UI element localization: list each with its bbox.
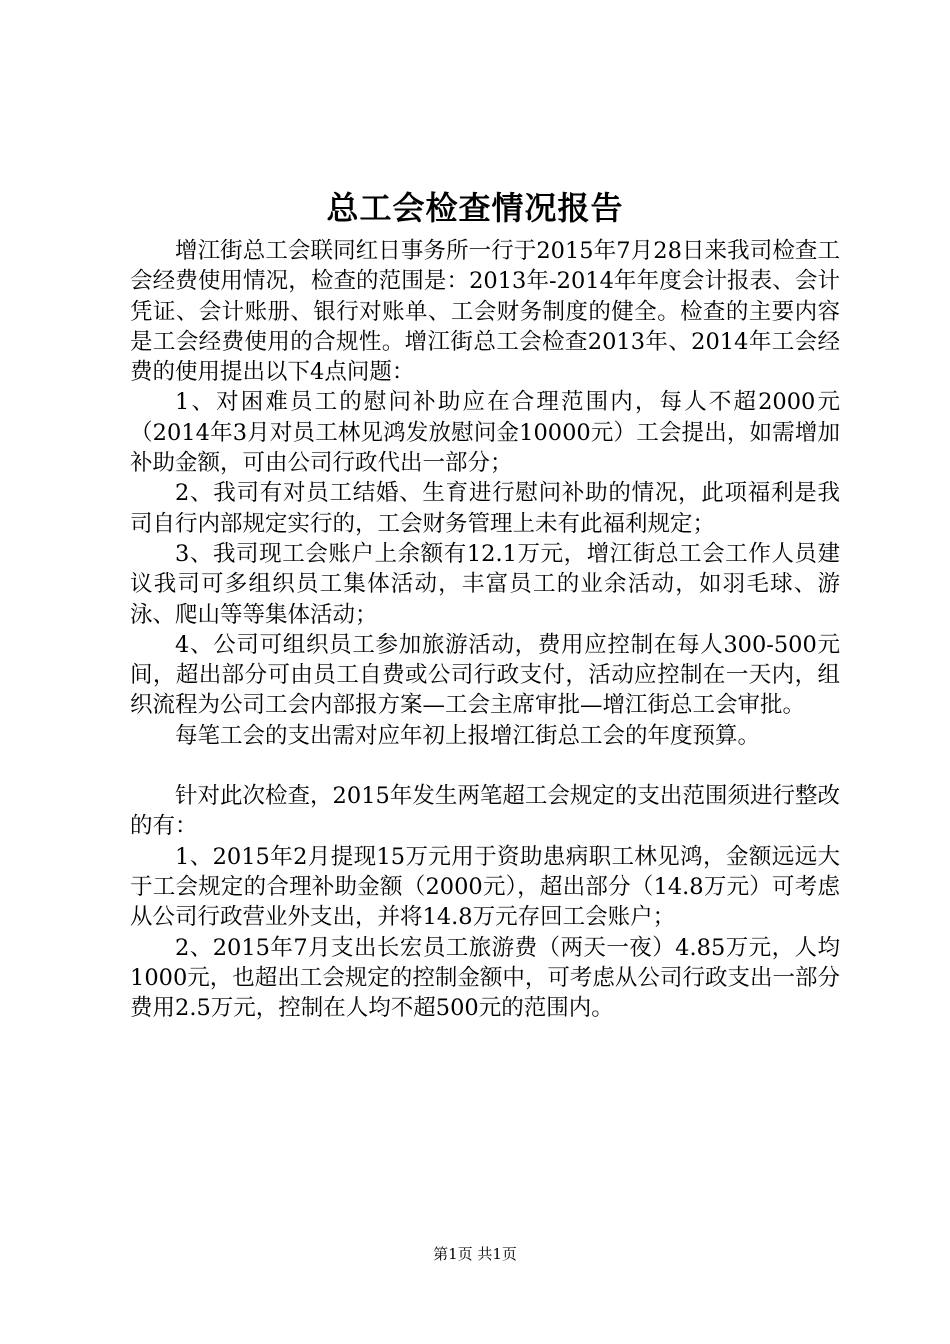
- paragraph-spacer: [130, 751, 840, 781]
- issue-3-paragraph: 3、我司现工会账户上余额有12.1万元，增江街总工会工作人员建议我司可多组织员工集体活动，丰富员工的业余活动，如羽毛球、游泳、爬山等等集体活动；: [130, 540, 840, 628]
- page-footer: 第1页 共1页: [433, 1245, 517, 1263]
- rectification-2-paragraph: 2、2015年7月支出长宏员工旅游费（两天一夜）4.85万元，人均1000元，也超出工会规定的控制金额中，可考虑从公司行政支出一部分费用2.5万元，控制在人均不超500元的范围内。: [130, 934, 840, 1022]
- intro-paragraph: 增江街总工会联同红日事务所一行于2015年7月28日来我司检查工会经费使用情况，检查的范围是：2013年-2014年年度会计报表、会计凭证、会计账册、银行对账单、工会财务制度的健全。检查的主要内容是工会经费使用的合规性。增江街总工会检查2013年、2014年工会经费的使用提出以下4点问题：: [130, 238, 840, 386]
- issue-4-paragraph: 4、公司可组织员工参加旅游活动，费用应控制在每人300-500元间，超出部分可由员工自费或公司行政支付，活动应控制在一天内，组织流程为公司工会内部报方案—工会主席审批—增江街总工会审批。: [130, 631, 840, 719]
- document-title: 总工会检查情况报告: [326, 189, 624, 227]
- rectification-1-paragraph: 1、2015年2月提现15万元用于资助患病职工林见鸿，金额远远大于工会规定的合理补助金额（2000元），超出部分（14.8万元）可考虑从公司行政营业外支出，并将14.8万元存回工会账户；: [130, 843, 840, 931]
- issue-2-paragraph: 2、我司有对员工结婚、生育进行慰问补助的情况，此项福利是我司自行内部规定实行的，工会财务管理上未有此福利规定；: [130, 480, 840, 537]
- rectification-intro-paragraph: 针对此次检查，2015年发生两笔超工会规定的支出范围须进行整改的有：: [130, 783, 840, 840]
- issue-1-paragraph: 1、对困难员工的慰问补助应在合理范围内，每人不超2000元（2014年3月对员工林见鸿发放慰问金10000元）工会提出，如需增加补助金额，可由公司行政代出一部分；: [130, 389, 840, 477]
- budget-note-paragraph: 每笔工会的支出需对应年初上报增江街总工会的年度预算。: [175, 722, 761, 749]
- document-body: [130, 236, 840, 1023]
